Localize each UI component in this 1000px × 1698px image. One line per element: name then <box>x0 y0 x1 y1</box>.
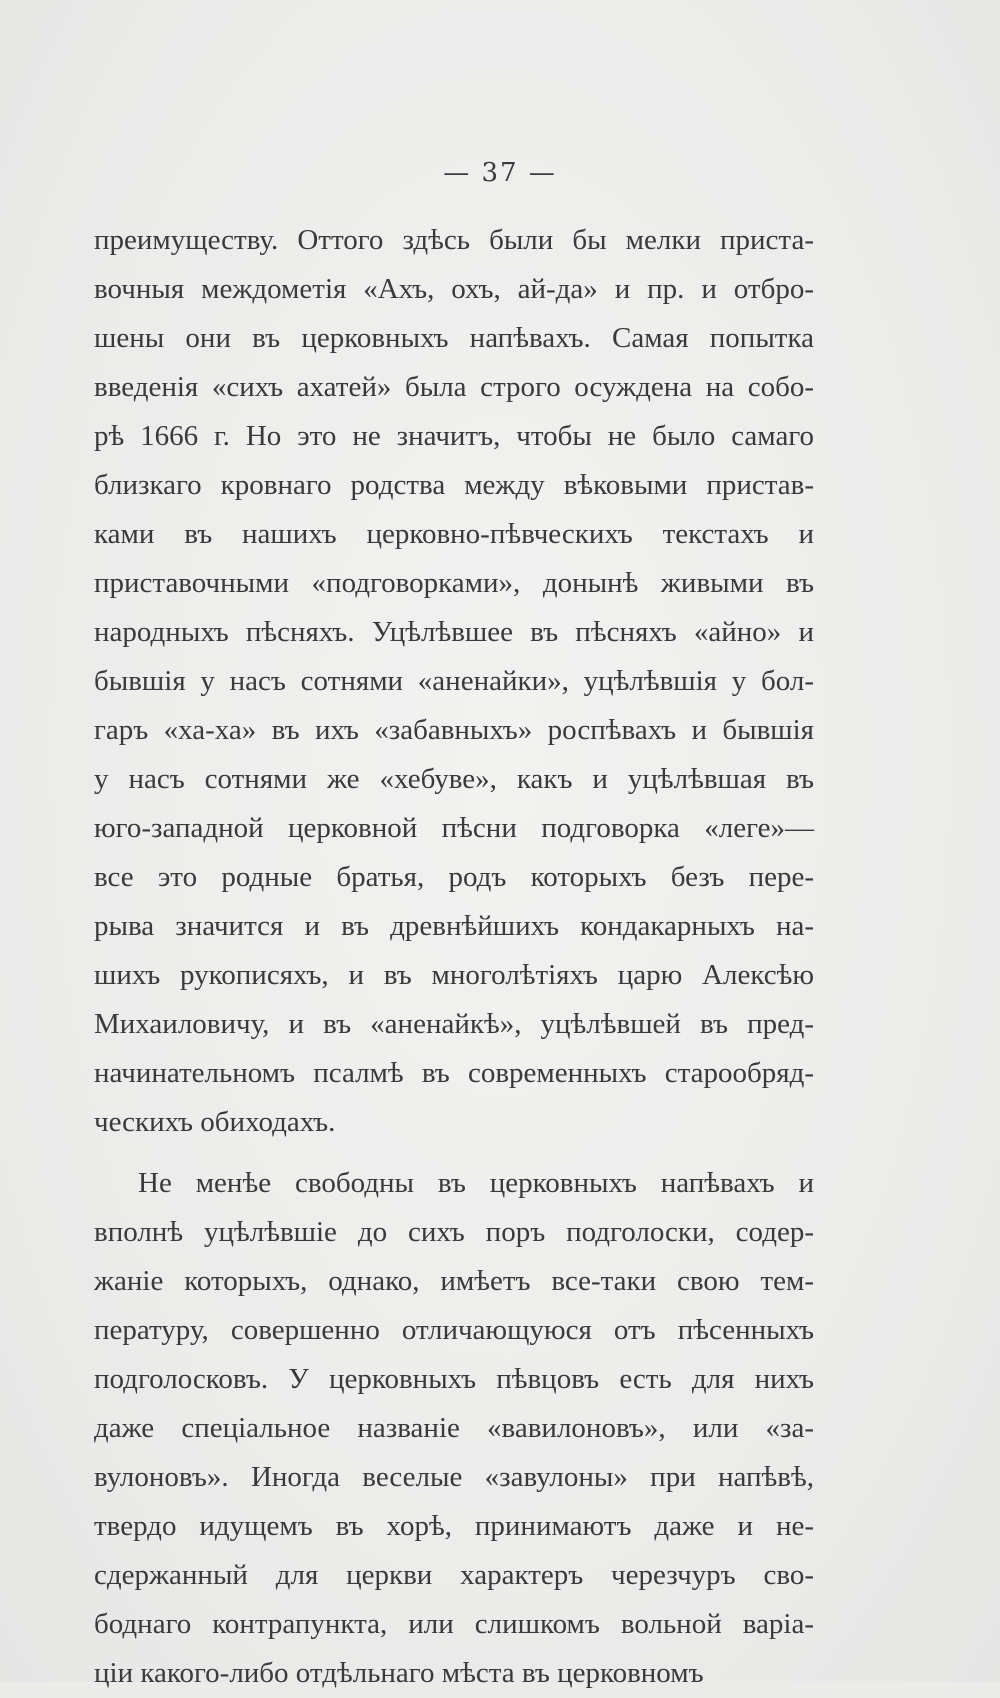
text-line: преимуществу. Оттого здѣсь были бы мелки приста- <box>94 224 814 256</box>
text-line: введенія «сихъ ахатей» была строго осуждена на собо- <box>94 371 814 403</box>
text-line: юго-западной церковной пѣсни подговорка «леге»— <box>94 812 814 844</box>
text-line: гаръ «ха-ха» въ ихъ «забавныхъ» роспѣвахъ и бывшія <box>94 714 814 746</box>
text-line: вполнѣ уцѣлѣвшіе до сихъ поръ подголоски, содер- <box>94 1216 814 1248</box>
paragraph-gap <box>94 1147 814 1159</box>
text-line: твердо идущемъ въ хорѣ, принимаютъ даже и не- <box>94 1510 814 1542</box>
text-line: у насъ сотнями же «хебуве», какъ и уцѣлѣвшая въ <box>94 763 814 795</box>
text-line: начинательномъ псалмѣ въ современныхъ старообряд- <box>94 1057 814 1089</box>
text-line: подголосковъ. У церковныхъ пѣвцовъ есть для нихъ <box>94 1363 814 1395</box>
text-line: ками въ нашихъ церковно-пѣвческихъ текстахъ и <box>94 518 814 550</box>
text-line: рыва значится и въ древнѣйшихъ кондакарныхъ на- <box>94 910 814 942</box>
text-line: боднаго контрапункта, или слишкомъ вольной варіа- <box>94 1608 814 1640</box>
text-line: пературу, совершенно отличающуюся отъ пѣсенныхъ <box>94 1314 814 1346</box>
text-line: бывшія у насъ сотнями «аненайки», уцѣлѣвшія у бол- <box>94 665 814 697</box>
text-line: ческихъ обиходахъ. <box>94 1106 336 1138</box>
text-line: вулоновъ». Иногда веселые «завулоны» при напѣвѣ, <box>94 1461 814 1493</box>
text-line: рѣ 1666 г. Но это не значитъ, чтобы не было самаго <box>94 420 814 452</box>
text-line: все это родные братья, родъ которыхъ безъ пере- <box>94 861 814 893</box>
page-text <box>94 216 814 1698</box>
paragraph <box>94 216 814 1147</box>
text-line: Не менѣе свободны въ церковныхъ напѣвахъ и <box>138 1167 814 1199</box>
text-line: шены они въ церковныхъ напѣвахъ. Самая попытка <box>94 322 814 354</box>
text-line: ціи какого-либо отдѣльнаго мѣста въ церковномъ <box>94 1657 704 1689</box>
text-line: шихъ рукописяхъ, и въ многолѣтіяхъ царю Алексѣю <box>94 959 814 991</box>
text-line: народныхъ пѣсняхъ. Уцѣлѣвшее въ пѣсняхъ «айно» и <box>94 616 814 648</box>
text-line: сдержанный для церкви характеръ черезчуръ сво- <box>94 1559 814 1591</box>
text-line: жаніе которыхъ, однако, имѣетъ все-таки свою тем- <box>94 1265 814 1297</box>
text-line: приставочными «подговорками», донынѣ живыми въ <box>94 567 814 599</box>
paragraph <box>94 1159 814 1698</box>
text-line: близкаго кровнаго родства между вѣковыми пристав- <box>94 469 814 501</box>
text-line: вочныя междометія «Ахъ, охъ, ай-да» и пр. и отбро- <box>94 273 814 305</box>
text-line: Михаиловичу, и въ «аненайкѣ», уцѣлѣвшей въ пред- <box>94 1008 814 1040</box>
text-line: даже спеціальное названіе «вавилоновъ», или «за- <box>94 1412 814 1444</box>
page-number: — 37 — <box>443 158 557 188</box>
